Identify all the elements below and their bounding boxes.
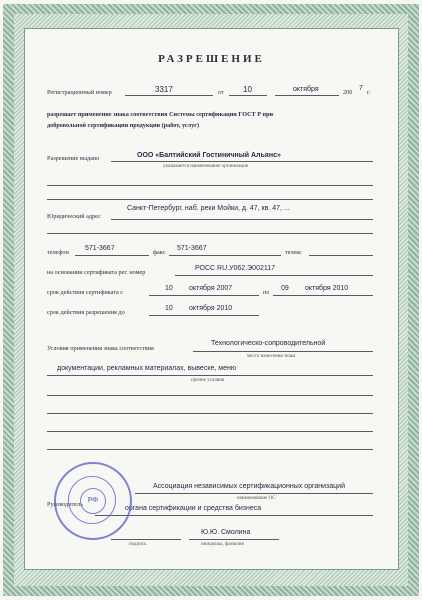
sign-line: [111, 539, 181, 540]
reg-month: октября: [293, 86, 319, 93]
day-line: [229, 95, 267, 96]
address-label: Юридический адрес: [47, 213, 101, 220]
issued-line: [111, 161, 373, 162]
cert-from-month: октября 2007: [189, 285, 233, 292]
permission-line-2: добровольной сертификации продукции (работ, услуг): [47, 122, 200, 129]
cert-validity-label: срок действия сертификата с: [47, 289, 124, 296]
docs-line: [47, 375, 373, 376]
fax-label: факс: [153, 249, 166, 256]
reg-line: [125, 95, 213, 96]
phone-label: телефон: [47, 249, 69, 256]
cert-to-day: 09: [281, 285, 289, 292]
blank-line-6: [47, 431, 373, 432]
permit-validity-label: срок действия разрешения до: [47, 309, 125, 316]
year-suffix: 7: [359, 85, 363, 92]
address-value: Санкт-Петербург, наб. реки Мойки, д. 47, кв. 47, ...: [127, 205, 290, 212]
issuer-caption: наименование ОС: [237, 496, 276, 501]
issued-value: ООО «Балтийский Гостиничный Альянс»: [137, 152, 281, 159]
sign-caption: подпись: [129, 542, 147, 547]
cert-to-label: по: [263, 289, 270, 296]
head-line: [95, 515, 373, 516]
fax-value: 571-3667: [177, 245, 207, 252]
conditions-line: [193, 351, 373, 352]
telex-line: [309, 255, 373, 256]
blank-line-4: [47, 395, 373, 396]
address-line: [111, 219, 373, 220]
head-label: Руководитель: [47, 501, 83, 508]
conditions-caption: место нанесения знака: [247, 354, 296, 359]
phone-value: 571-3667: [85, 245, 115, 252]
cert-to-line: [273, 295, 373, 296]
cert-basis-value: РОСС RU.У062.Э002117: [195, 265, 276, 272]
phone-line: [75, 255, 149, 256]
cert-from-day: 10: [165, 285, 173, 292]
conditions-value: Технологическо-сопроводительной: [211, 340, 326, 347]
reg-label: Регистрационный номер: [47, 89, 112, 96]
permission-line-1: разрешает применение знака соответствия Системы сертификации ГОСТ Р при: [47, 111, 274, 118]
conditions-label: Условия применения знака соответствия: [47, 345, 154, 352]
blank-line-7: [47, 449, 373, 450]
telex-label: телекс: [285, 249, 302, 256]
head-value: органа сертификации и средства бизнеса: [125, 505, 262, 512]
fax-line: [169, 255, 281, 256]
month-line: [275, 95, 339, 96]
issuer-value: Ассоциация независимых сертификационных организаций: [153, 483, 345, 490]
cert-from-line: [149, 295, 259, 296]
stamp-emblem: РФ: [80, 488, 106, 514]
year-g: г.: [367, 89, 371, 96]
cert-basis-label: на основании сертификата рег. номер: [47, 269, 146, 276]
document-title: РАЗРЕШЕНИЕ: [158, 53, 265, 65]
issued-label: Разрешение выдано: [47, 155, 100, 162]
permit-to-line: [149, 315, 259, 316]
reg-value: 3317: [155, 85, 173, 94]
blank-line-2: [47, 199, 373, 200]
blank-line-5: [47, 413, 373, 414]
year-prefix: 200: [343, 89, 353, 96]
issuer-line: [135, 493, 373, 494]
blank-line-3: [47, 233, 373, 234]
name-line: [189, 539, 279, 540]
sign-value: Ю.Ю. Смолина: [201, 529, 251, 536]
cert-basis-line: [175, 275, 373, 276]
cert-to-month: октября 2010: [305, 285, 349, 292]
official-stamp: [54, 462, 132, 540]
docs-value: документации, рекламных материалах, вывеске, меню: [57, 365, 237, 372]
name-caption: инициалы, фамилия: [201, 542, 244, 547]
docs-caption: прочие условия: [191, 378, 225, 383]
permit-to-day: 10: [165, 305, 173, 312]
blank-line-1: [47, 185, 373, 186]
reg-day: 10: [243, 85, 252, 94]
date-from-label: от: [218, 89, 224, 96]
permit-to-month: октября 2010: [189, 305, 233, 312]
issued-caption: указывается наименование организации: [163, 164, 249, 169]
